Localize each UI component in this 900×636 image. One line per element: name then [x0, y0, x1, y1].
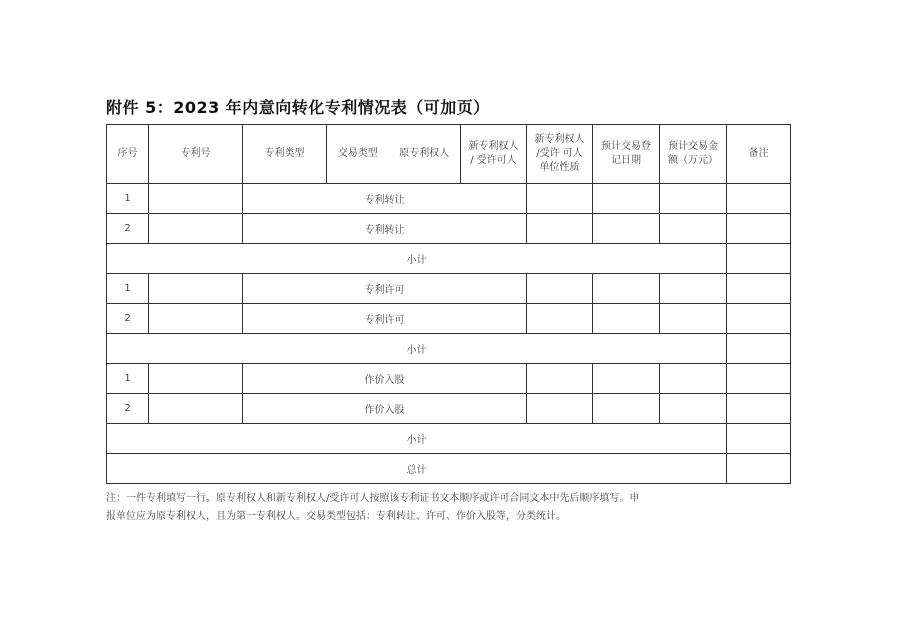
cell-seq: 1 [107, 364, 149, 394]
cell-seq: 1 [107, 184, 149, 214]
page-title: 附件 5：2023 年内意向转化专利情况表（可加页） [106, 98, 490, 117]
cell-reg-date [593, 364, 660, 394]
total-row [107, 454, 791, 484]
cell-seq: 2 [107, 394, 149, 424]
cell-amount [660, 394, 727, 424]
table-row [107, 364, 791, 394]
cell-patent-no [149, 274, 243, 304]
cell-remark [727, 334, 791, 364]
cell-patent-no [149, 304, 243, 334]
header-trade-type-orig-owner [327, 125, 461, 184]
cell-unit-nature [527, 304, 593, 334]
footnote [106, 490, 790, 526]
subtotal-row [107, 334, 791, 364]
header-patent-type: 专利类型 [243, 125, 327, 184]
cell-amount [660, 304, 727, 334]
header-row [107, 125, 791, 184]
header-new-owner: 新专利权人 / 受许可人 [461, 125, 527, 184]
cell-remark [727, 424, 791, 454]
cell-patent-no [149, 364, 243, 394]
cell-remark [727, 184, 791, 214]
cell-patent-no [149, 394, 243, 424]
cell-reg-date [593, 214, 660, 244]
header-reg-date: 预计交易登 记日期 [593, 125, 660, 184]
cell-remark [727, 304, 791, 334]
cell-remark [727, 244, 791, 274]
subtotal-row [107, 244, 791, 274]
cell-patent-no [149, 214, 243, 244]
cell-unit-nature [527, 184, 593, 214]
cell-reg-date [593, 274, 660, 304]
cell-amount [660, 274, 727, 304]
subtotal-label: 小计 [107, 334, 727, 364]
cell-amount [660, 184, 727, 214]
cell-trade-type: 专利许可 [243, 274, 527, 304]
cell-seq: 1 [107, 274, 149, 304]
cell-remark [727, 274, 791, 304]
header-patent-no: 专利号 [149, 125, 243, 184]
cell-reg-date [593, 304, 660, 334]
header-seq: 序号 [107, 125, 149, 184]
table-row [107, 274, 791, 304]
subtotal-row [107, 424, 791, 454]
cell-unit-nature [527, 274, 593, 304]
cell-seq: 2 [107, 304, 149, 334]
cell-remark [727, 394, 791, 424]
table-row [107, 214, 791, 244]
header-orig-owner: 原专利权人 [399, 148, 450, 159]
patent-table [106, 124, 791, 484]
table-row [107, 394, 791, 424]
cell-remark [727, 454, 791, 484]
subtotal-label: 小计 [107, 424, 727, 454]
cell-seq: 2 [107, 214, 149, 244]
cell-trade-type: 专利转让 [243, 214, 527, 244]
cell-trade-type: 专利转让 [243, 184, 527, 214]
subtotal-label: 小计 [107, 244, 727, 274]
header-remark: 备注 [727, 125, 791, 184]
header-trade-type: 交易类型 [337, 148, 378, 159]
table-row [107, 304, 791, 334]
cell-remark [727, 364, 791, 394]
cell-amount [660, 364, 727, 394]
total-label: 总计 [107, 454, 727, 484]
cell-unit-nature [527, 214, 593, 244]
footnote-line: 报单位应为原专利权人，且为第一专利权人。交易类型包括：专利转让、许可、作价入股等，分类统计。 [106, 511, 566, 522]
footnote-line: 注：一件专利填写一行。原专利权人和新专利权人/受许可人按照该专利证书文本顺序或许可合同文本中先后顺序填写。申 [106, 493, 640, 504]
header-amount: 预计交易金 额（万元） [660, 125, 727, 184]
cell-reg-date [593, 394, 660, 424]
cell-unit-nature [527, 364, 593, 394]
cell-trade-type: 作价入股 [243, 364, 527, 394]
table-row [107, 184, 791, 214]
cell-unit-nature [527, 394, 593, 424]
header-unit-nature: 新专利权人 /受许 可人 单位性质 [527, 125, 593, 184]
cell-remark [727, 214, 791, 244]
cell-trade-type: 作价入股 [243, 394, 527, 424]
cell-reg-date [593, 184, 660, 214]
cell-patent-no [149, 184, 243, 214]
cell-trade-type: 专利许可 [243, 304, 527, 334]
cell-amount [660, 214, 727, 244]
